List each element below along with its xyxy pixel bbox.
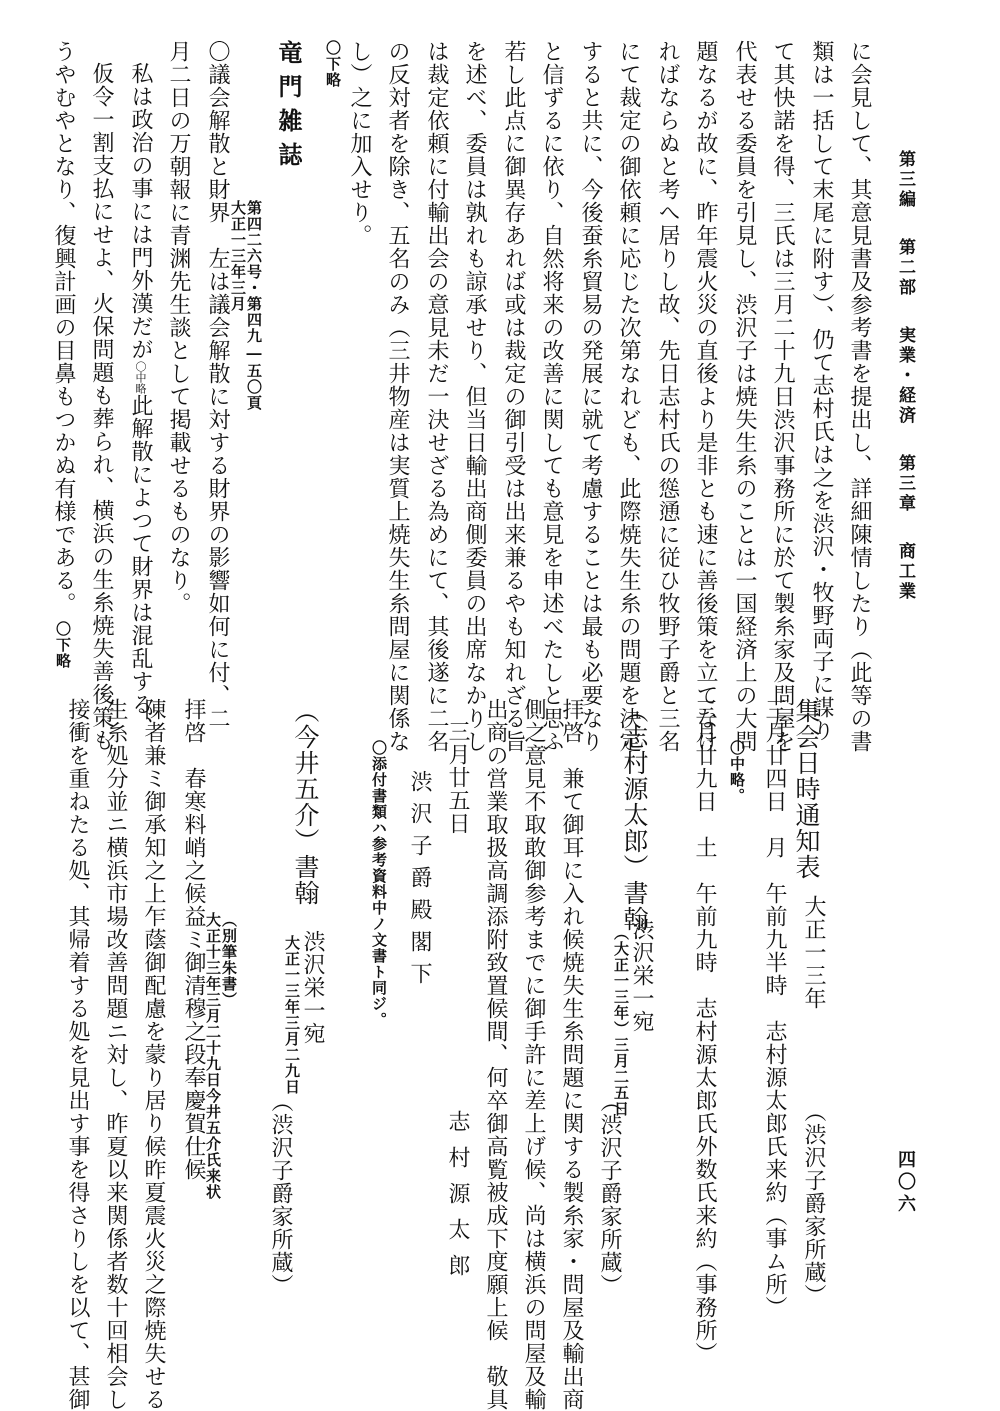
text-line: 若し此点に御異存あれば或は裁定の御引受は出来兼るやも知れざる旨 bbox=[501, 40, 526, 753]
schedule-row: 三月廿九日 土 午前九時 志村源太郎氏外数氏来約（事務所） bbox=[692, 698, 717, 1365]
running-header bbox=[893, 150, 918, 602]
article-line: 仮令一割支払にせよ、火保問題も葬られ、横浜の生糸焼失善後策も bbox=[89, 62, 114, 752]
article-line: 月二日の万朝報に青渊先生談として掲載せるものなり。 bbox=[166, 40, 191, 615]
header-subject: 実業・経済 bbox=[895, 326, 915, 426]
letter1-source: （渋沢子爵家所蔵） bbox=[597, 1090, 622, 1297]
page-number: 四〇六 bbox=[895, 1150, 916, 1216]
letter1-signature: 志村源太郎 bbox=[445, 1110, 470, 1290]
schedule-title: 集会日時通知表 bbox=[792, 698, 821, 880]
schedule-source: （渋沢子爵家所蔵） bbox=[801, 1100, 826, 1307]
letter1-recipient: 渋沢子爵殿閣下 bbox=[407, 770, 432, 994]
text-line: し）之に加入せり。 bbox=[347, 40, 372, 247]
schedule-omission: 〇中略。 bbox=[728, 740, 746, 804]
text-line: の反対者を除き、五名のみ（三井物産は実質上焼失生糸問屋に関係な bbox=[385, 40, 410, 753]
text-line: にて裁定の御依頼に応じた次第なれども、此際焼失生糸の問題を決定 bbox=[616, 40, 641, 753]
letter-body-line: 拝啓 兼て御耳に入れ候焼失生糸問題に関する製糸家・問屋及輸出商 bbox=[559, 698, 584, 1411]
text-line: 類は一括して末尾に附す）、仍て志村氏は之を渋沢・牧野両子に謀り bbox=[809, 40, 834, 742]
letter1-closing-date: 三月廿五日 bbox=[445, 720, 470, 835]
letter2-note: （別筆朱書） bbox=[220, 912, 238, 1008]
letter1-note: 〇添付書類ハ参考資料中ノ文書ト同ジ。 bbox=[370, 740, 388, 1028]
letter2-addressee: 渋沢栄一宛 bbox=[300, 930, 325, 1045]
header-chapter: 第三章 bbox=[895, 454, 915, 514]
letter-body-line: 接衝を重ねたる処、其帰着する処を見出す事を得さりしを以て、甚御 bbox=[65, 698, 90, 1411]
letter1-date: （大正一三年）三月二五日 bbox=[612, 925, 630, 1117]
text-line: て其快諾を得、三氏は三月二十九日渋沢事務所に於て製糸家及問屋を bbox=[770, 40, 795, 753]
header-part: 第三編 bbox=[895, 150, 915, 210]
text-line: 題なるが故に、昨年震火災の直後より是非とも速に善後策を立てなけ bbox=[693, 40, 718, 753]
inline-omission: 〇中略 bbox=[134, 361, 147, 394]
text-line: は裁定依頼に付輸出会の意見未だ一決せざる為めにて、其後遂に二名 bbox=[424, 40, 449, 753]
article-line-part: 此解散によつて財界は混乱する、 bbox=[128, 394, 153, 739]
article-line bbox=[129, 62, 151, 739]
letter2-date: 大正一三年三月二九日 bbox=[283, 935, 301, 1095]
letter-body-line: 出商の営業取扱高調添附致置候間、何卒御高覧被成下度願上候 敬具 bbox=[483, 698, 508, 1411]
magazine-title: 竜門雑誌 bbox=[274, 40, 303, 176]
text-line: を述べ、委員は孰れも諒承せり、但当日輸出商側委員の出席なかりし bbox=[462, 40, 487, 753]
text-line: と信ずるに依り、自然将来の改善に関しても意見を申述べたしと思ふ bbox=[539, 40, 564, 753]
text-line: すると共に、今後蚕糸貿易の発展に就て考慮することは最も必要なり bbox=[578, 40, 603, 753]
schedule-row: 三月廿四日 月 午前九半時 志村源太郎氏来約（事ム所） bbox=[762, 698, 787, 1319]
letter-body-line: 陳者兼ミ御承知之上乍蔭御配慮を蒙り居り候昨夏震火災之際焼失せる bbox=[141, 698, 166, 1411]
inline-omission: 〇下略 bbox=[54, 621, 72, 669]
letter-body-line: 拝啓 春寒料峭之候益ミ御清穆之段奉慶賀仕候 bbox=[181, 698, 206, 1181]
text-line: に会見して、其意見書及参考書を提出し、詳細陳情したり（此等の書 bbox=[847, 40, 872, 753]
letter2-source: （渋沢子爵家所蔵） bbox=[268, 1090, 293, 1297]
magazine-ref-2: 大正一三年三月 bbox=[229, 200, 247, 312]
schedule-year: 大正一三年 bbox=[801, 895, 826, 1010]
text-line: ればならぬと考へ居りし故、先日志村氏の慫慂に従ひ牧野子爵と三名 bbox=[655, 40, 680, 753]
text-line: 代表せる委員を引見し、渋沢子は焼失生糸のことは一国経済上の大問 bbox=[732, 40, 757, 753]
article-line-part: うやむやとなり、復興計画の目鼻もつかぬ有様である。 bbox=[51, 40, 76, 615]
article-line: 〇議会解散と財界 左は議会解散に対する財界の影響如何に付、二 bbox=[205, 40, 230, 730]
letter-body-line: 側之意見不取敢御参考までに御手許に差上げ候、尚は横浜の問屋及輸 bbox=[521, 698, 546, 1411]
header-chapter-title: 商工業 bbox=[895, 542, 915, 602]
omission-mark: 〇下略 bbox=[324, 40, 342, 88]
letter2-note: 大正十三年三月二十九日今井五介氏来状 bbox=[204, 912, 222, 1200]
header-section: 第二部 bbox=[895, 238, 915, 298]
magazine-ref-1: 第四二六号・第四九―五〇頁 bbox=[245, 200, 263, 411]
article-line bbox=[52, 40, 74, 669]
letter1-addressee: 渋沢栄一宛 bbox=[629, 918, 654, 1033]
article-line-part: 私は政治の事には門外漢だが bbox=[128, 62, 153, 361]
letter2-title: （今井五介）書翰 bbox=[291, 698, 320, 906]
letter-body-line: 生糸処分並ニ横浜市場改善問題ニ対し、昨夏以来関係者数十回相会し bbox=[103, 698, 128, 1411]
letter1-title: （志村源太郎）書翰 bbox=[620, 698, 649, 932]
